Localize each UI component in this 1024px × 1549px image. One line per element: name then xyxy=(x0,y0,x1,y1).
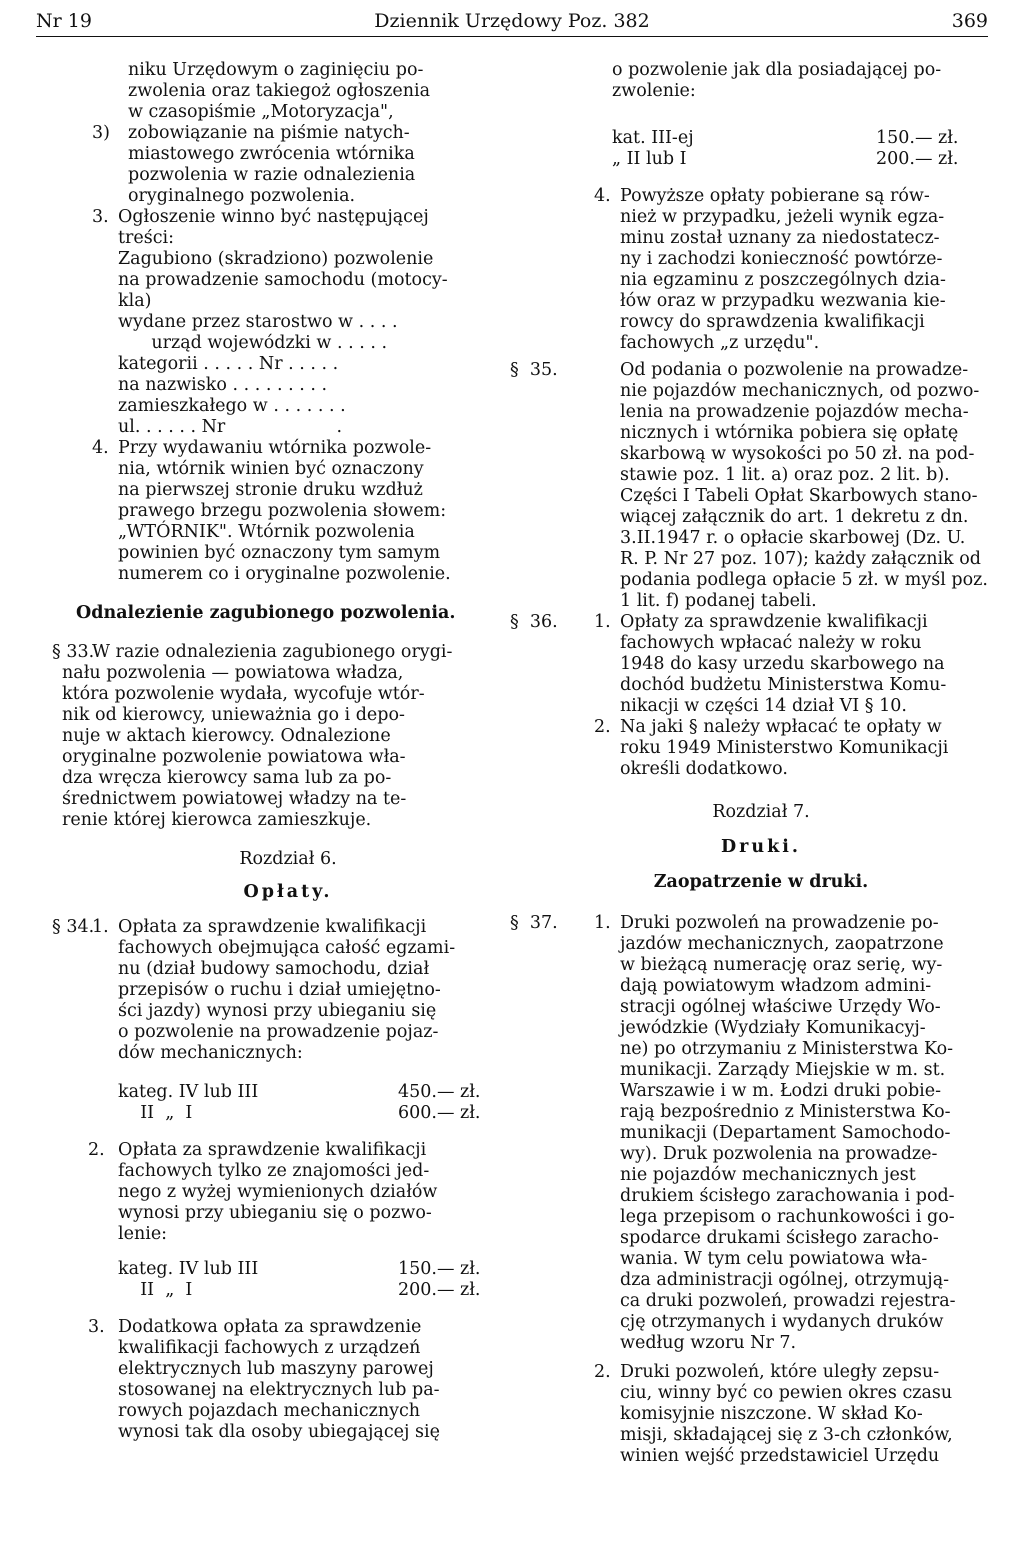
text-line: pozwolenia w razie odnalezienia xyxy=(128,165,416,185)
section-label: § 36. xyxy=(510,612,558,632)
chapter-heading: Rozdział 7. xyxy=(712,802,810,822)
item-number: 2. xyxy=(594,717,611,737)
text-line: nie pojazdów mechanicznych, od pozwo- xyxy=(620,381,980,401)
text-line: na pierwszej stronie druku wzdłuż xyxy=(118,480,423,500)
text-line: fachowych obejmująca całość egzami- xyxy=(118,938,456,958)
text-line: skarbową w wysokości po 50 zł. na pod- xyxy=(620,444,975,464)
item-number: 1. xyxy=(92,917,109,937)
section-label: § 35. xyxy=(510,360,558,380)
text-line: nicznych i wtórnika pobiera się opłatę xyxy=(620,423,959,443)
text-line: ne) po otrzymaniu z Ministerstwa Ko- xyxy=(620,1039,954,1059)
text-line: numerem co i oryginalne pozwolenie. xyxy=(118,564,451,584)
fee-row xyxy=(510,128,992,149)
text-line: oryginalne pozwolenie powiatowa wła- xyxy=(62,747,406,767)
section-label: § 33. xyxy=(52,642,95,662)
text-line: według wzoru Nr 7. xyxy=(620,1333,797,1353)
text-line: ści jazdy) wynosi przy ubieganiu się xyxy=(118,1001,437,1021)
fee-category: kateg. IV lub III xyxy=(118,1259,259,1279)
section-37-line: § 37. 1. Druki pozwoleń na prowadzenie po- xyxy=(510,913,939,933)
text-line: drukiem ścisłego zarachowania i pod- xyxy=(620,1186,955,1206)
text-line: munikacji. Zarządy Miejskie w m. st. xyxy=(620,1060,946,1080)
text-line: fachowych wpłacać należy w roku xyxy=(620,633,922,653)
section-33-line: § 33. W razie odnalezienia zagubionego orygi- xyxy=(52,642,453,662)
fee-row xyxy=(510,149,992,170)
form-line: na nazwisko . . . . . . . . . xyxy=(118,375,328,395)
text-line: ny i zachodzi konieczność powtórze- xyxy=(620,249,943,269)
text-line: oryginalnego pozwolenia. xyxy=(128,186,356,206)
text-line: jazdów mechanicznych, zaopatrzone xyxy=(620,934,944,954)
text-line: fachowych tylko ze znajomości jed- xyxy=(118,1161,430,1181)
text-line: lenie: xyxy=(118,1224,168,1244)
item-2-line: 2. Opłata za sprawdzenie kwalifikacji xyxy=(88,1140,427,1160)
text-line: na prowadzenie samochodu (motocy- xyxy=(118,270,448,290)
fee-amount: 150.— zł. xyxy=(398,1259,481,1279)
text-line: podania podlega opłacie 5 zł. w myśl poz. xyxy=(620,570,988,590)
fee-amount: 450.— zł. xyxy=(398,1082,481,1102)
item-number: 2. xyxy=(594,1362,611,1382)
paragraph-4-line: 4. Powyższe opłaty pobierane są rów- xyxy=(594,186,930,206)
fee-amount: 200.— zł. xyxy=(876,149,959,169)
form-line: urząd wojewódzki w . . . . . xyxy=(118,333,388,353)
fee-row xyxy=(62,1103,504,1124)
text-line: wynosi tak dla osoby ubiegającej się xyxy=(118,1422,440,1442)
text-line: dza administracji ogólnej, otrzymują- xyxy=(620,1270,950,1290)
text-line: w bieżącą numerację oraz serię, wy- xyxy=(620,955,943,975)
text-line: nież w przypadku, jeżeli wynik egza- xyxy=(620,207,945,227)
section-36-line: § 36. 1. Opłaty za sprawdzenie kwalifikacji xyxy=(510,612,928,632)
item-number: 3. xyxy=(88,1317,105,1337)
text-line: nału pozwolenia — powiatowa władza, xyxy=(62,663,404,683)
fee-amount: 200.— zł. xyxy=(398,1280,481,1300)
text-line: nuje w aktach kierowcy. Odnalezione xyxy=(62,726,391,746)
text-line: wania. W tym celu powiatowa wła- xyxy=(620,1249,928,1269)
paragraph-number: 3. xyxy=(92,207,109,227)
text-line: nik od kierowcy, unieważnia go i depo- xyxy=(62,705,405,725)
text-line: elektrycznych lub maszyny parowej xyxy=(118,1359,434,1379)
text-line: roku 1949 Ministerstwo Komunikacji xyxy=(620,738,949,758)
section-label: § 37. xyxy=(510,913,558,933)
text-line: 1 lit. f) podanej tabeli. xyxy=(620,591,817,611)
text-line: wy). Druk pozwolenia na prowadze- xyxy=(620,1144,938,1164)
item-3-line: 3) zobowiązanie na piśmie natych- xyxy=(92,123,410,143)
text-line: dza wręcza kierowcy sama lub za po- xyxy=(62,768,392,788)
fee-row xyxy=(62,1082,504,1103)
text-line: ca druki pozwoleń, prowadzi rejestra- xyxy=(620,1291,956,1311)
form-line: kategorii . . . . . Nr . . . . . xyxy=(118,354,339,374)
fee-category: II „ I xyxy=(118,1103,193,1123)
text-line: munikacji (Departament Samochodo- xyxy=(620,1123,951,1143)
text-line: lenia na prowadzenie pojazdów mecha- xyxy=(620,402,969,422)
paragraph-number: 4. xyxy=(92,438,109,458)
text-line: 3.II.1947 r. o opłacie skarbowej (Dz. U. xyxy=(620,528,966,548)
text-line: określi dodatkowo. xyxy=(620,759,788,779)
text-line: prawego brzegu pozwolenia słowem: xyxy=(118,501,447,521)
text-line: rają bezpośrednio z Ministerstwa Ko- xyxy=(620,1102,951,1122)
item-3-line: 3. Dodatkowa opłata za sprawdzenie xyxy=(88,1317,422,1337)
fee-row xyxy=(62,1259,504,1280)
text-line: 1948 do kasy urzedu skarbowego na xyxy=(620,654,945,674)
text-line: miastowego zwrócenia wtórnika xyxy=(128,144,415,164)
fee-category: „ II lub I xyxy=(612,149,687,169)
text-line: ciu, winny być co pewien okres czasu xyxy=(620,1383,953,1403)
text-line: cję otrzymanych i wydanych druków xyxy=(620,1312,944,1332)
text-line: renie której kierowca zamieszkuje. xyxy=(62,810,372,830)
text-line: misji, składającej się z 3-ch członków, xyxy=(620,1425,953,1445)
left-column xyxy=(52,60,504,1443)
fee-amount: 600.— zł. xyxy=(398,1103,481,1123)
text-line: kla) xyxy=(118,291,152,311)
text-line: wiącej załącznik do art. 1 dekretu z dn. xyxy=(620,507,969,527)
chapter-title: Opłaty. xyxy=(243,882,333,902)
section-35-line: § 35. Od podania o pozwolenie na prowadze- xyxy=(510,360,969,380)
text-line: o pozwolenie jak dla posiadającej po- xyxy=(612,60,942,80)
page-header xyxy=(36,6,988,37)
text-line: komisyjnie niszczone. W skład Ko- xyxy=(620,1404,923,1424)
paragraph-4-line: 4. Przy wydawaniu wtórnika pozwole- xyxy=(92,438,432,458)
text-line: łów oraz w przypadku wezwania kie- xyxy=(620,291,946,311)
text-line: stosowanej na elektrycznych lub pa- xyxy=(118,1380,440,1400)
fee-category: kat. III-ej xyxy=(612,128,694,148)
text-line: „WTÓRNIK". Wtórnik pozwolenia xyxy=(118,522,415,542)
text-line: Warszawie i w m. Łodzi druki pobie- xyxy=(620,1081,942,1101)
right-column xyxy=(510,60,992,1467)
text-line: w czasopiśmie „Motoryzacja", xyxy=(128,102,394,122)
text-line: rowcy do sprawdzenia kwalifikacji xyxy=(620,312,925,332)
text-line: nie pojazdów mechanicznych jest xyxy=(620,1165,916,1185)
text-line: stawie poz. 1 lit. a) oraz poz. 2 lit. b). xyxy=(620,465,950,485)
text-line: średnictwem powiatowej władzy na te- xyxy=(62,789,407,809)
item-number: 1. xyxy=(594,612,611,632)
chapter-heading: Rozdział 6. xyxy=(239,849,337,869)
text-line: spodarce drukami ścisłego zaracho- xyxy=(620,1228,939,1248)
form-line: ul. . . . . . Nr . xyxy=(118,417,343,437)
paragraph-number: 4. xyxy=(594,186,611,206)
text-line: minu został uznany za niedostatecz- xyxy=(620,228,940,248)
section-34-line: § 34. 1. Opłata za sprawdzenie kwalifikacji xyxy=(52,917,427,937)
text-line: dochód budżetu Ministerstwa Komu- xyxy=(620,675,947,695)
item-number: 3) xyxy=(92,123,110,143)
text-line: nego z wyżej wymienionych działów xyxy=(118,1182,438,1202)
text-line: dów mechanicznych: xyxy=(118,1043,303,1063)
text-line: powinien być oznaczony tym samym xyxy=(118,543,441,563)
text-line: rowych pojazdach mechanicznych xyxy=(118,1401,421,1421)
text-line: fachowych „z urzędu". xyxy=(620,333,820,353)
form-line: zamieszkałego w . . . . . . . xyxy=(118,396,346,416)
section-heading: Zaopatrzenie w druki. xyxy=(653,872,869,892)
fee-category: kateg. IV lub III xyxy=(118,1082,259,1102)
text-line: nikacji w części 14 dział VI § 10. xyxy=(620,696,907,716)
text-line: nia egzaminu z poszczególnych dzia- xyxy=(620,270,946,290)
text-line: zwolenie: xyxy=(612,81,696,101)
item-2-line: 2. Druki pozwoleń, które uległy zepsu- xyxy=(594,1362,940,1382)
chapter-title: Druki. xyxy=(721,837,801,857)
text-line: R. P. Nr 27 poz. 107); każdy załącznik od xyxy=(620,549,981,569)
text-line: Części I Tabeli Opłat Skarbowych stano- xyxy=(620,486,978,506)
fee-category: II „ I xyxy=(118,1280,193,1300)
text-line: treści: xyxy=(118,228,175,248)
text-line: zwolenia oraz takiegoż ogłoszenia xyxy=(128,81,431,101)
text-line: przepisów o ruchu i dział umiejętno- xyxy=(118,980,441,1000)
text-line: która pozwolenie wydała, wycofuje wtór- xyxy=(62,684,425,704)
item-number: 2. xyxy=(88,1140,105,1160)
text-line: stracji ogólnej właściwe Urzędy Wo- xyxy=(620,997,941,1017)
journal-title: Dziennik Urzędowy Poz. 382 xyxy=(374,10,650,32)
text-line: winien wejść przedstawiciel Urzędu xyxy=(620,1446,940,1466)
text-line: wynosi przy ubieganiu się o pozwo- xyxy=(118,1203,432,1223)
text-line: Zagubiono (skradziono) pozwolenie xyxy=(118,249,434,269)
text-line: nu (dział budowy samochodu, dział xyxy=(118,959,430,979)
issue-number: Nr 19 xyxy=(36,10,92,32)
text-line: kwalifikacji fachowych z urządzeń xyxy=(118,1338,421,1358)
fee-amount: 150.— zł. xyxy=(876,128,959,148)
paragraph-3-line: 3. Ogłoszenie winno być następującej xyxy=(92,207,429,227)
text-line: dają powiatowym władzom admini- xyxy=(620,976,932,996)
text-line: lega przepisom o rachunkowości i go- xyxy=(620,1207,955,1227)
item-number: 1. xyxy=(594,913,611,933)
fee-row xyxy=(62,1280,504,1301)
item-2-line: 2. Na jaki § należy wpłacać te opłaty w xyxy=(594,717,942,737)
text-line: jewódzkie (Wydziały Komunikacyj- xyxy=(620,1018,926,1038)
page-number: 369 xyxy=(951,10,988,32)
text-line: niku Urzędowym o zaginięciu po- xyxy=(128,60,424,80)
section-label: § 34. xyxy=(52,917,95,937)
form-line: wydane przez starostwo w . . . . xyxy=(118,312,398,332)
section-heading: Odnalezienie zagubionego pozwolenia. xyxy=(76,603,456,623)
text-line: o pozwolenie na prowadzenie pojaz- xyxy=(118,1022,439,1042)
text-line: nia, wtórnik winien być oznaczony xyxy=(118,459,424,479)
